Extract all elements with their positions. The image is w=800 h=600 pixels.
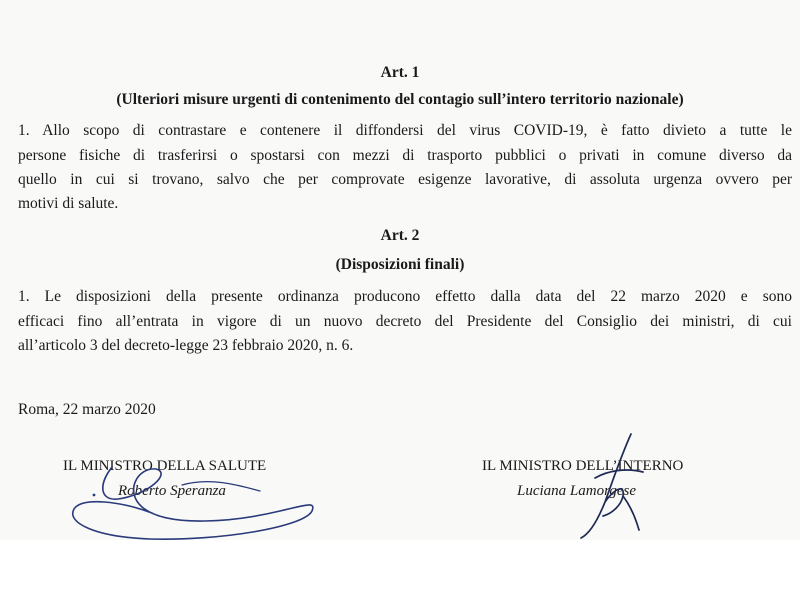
place-date: Roma, 22 marzo 2020 (18, 401, 156, 418)
right-signatory-name: Luciana Lamorgese (517, 483, 637, 499)
art1-subtitle: (Ulteriori misure urgenti di contenimento del contagio sull’intero territorio nazionale) (116, 91, 684, 108)
art2-line-2: efficaci fino all’entrata in vigore di un nuovo decreto del Presidente del Consiglio dei ministri, di cui (18, 313, 792, 330)
left-handwritten-signature (60, 455, 330, 540)
bottom-blank-area (0, 540, 800, 600)
art2-title: Art. 2 (380, 227, 420, 244)
art2-subtitle: (Disposizioni finali) (335, 256, 465, 273)
art1-line-4: motivi di salute. (18, 195, 119, 212)
art1-line-1: 1. Allo scopo di contrastare e contenere il diffondersi del virus COVID-19, è fatto divieto a tutte le (18, 122, 792, 139)
art1-line-3: quello in cui si trovano, salvo che per comprovate esigenze lavorative, di assoluta urgenza ovvero per (18, 171, 792, 188)
right-handwritten-signature (565, 430, 655, 540)
left-signatory-title: IL MINISTRO DELLA SALUTE (63, 458, 267, 474)
right-signatory-title: IL MINISTRO DELL’INTERNO (482, 458, 684, 474)
left-signatory-name: Roberto Speranza (118, 483, 226, 499)
art2-line-1: 1. Le disposizioni della presente ordinanza producono effetto dalla data del 22 marzo 2020 e sono (18, 288, 792, 305)
art1-line-2: persone fisiche di trasferirsi o spostarsi con mezzi di trasporto pubblici o privati in comune diverso da (18, 147, 792, 164)
art2-line-3: all’articolo 3 del decreto-legge 23 febbraio 2020, n. 6. (18, 337, 354, 354)
art1-title: Art. 1 (380, 64, 420, 81)
